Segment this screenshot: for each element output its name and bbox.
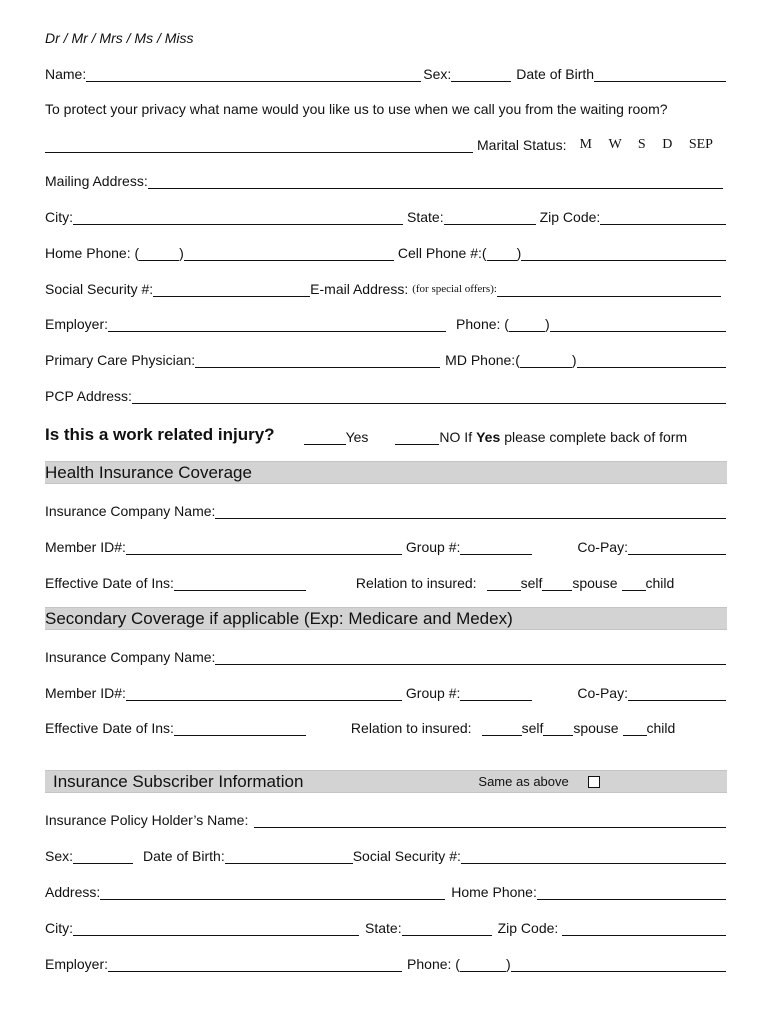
subscriber-heading: Insurance Subscriber Information: [53, 771, 304, 791]
subscriber-dob-field[interactable]: [225, 848, 353, 864]
subscriber-zip-label: Zip Code:: [497, 920, 559, 936]
employer-phone-area-field[interactable]: [509, 316, 545, 332]
secondary-effective-label: Effective Date of Ins:: [45, 720, 174, 736]
subscriber-employer-row: [45, 952, 727, 972]
primary-company-label: Insurance Company Name:: [45, 503, 216, 519]
secondary-effective-field[interactable]: [174, 720, 306, 736]
ssn-label: Social Security #:: [45, 281, 154, 297]
health-insurance-heading: Health Insurance Coverage: [45, 462, 252, 482]
marital-option-s[interactable]: S: [637, 137, 646, 152]
subscriber-sex-label: Sex:: [45, 848, 74, 864]
name-field[interactable]: [86, 66, 421, 82]
preferred-name-field[interactable]: [45, 137, 473, 153]
subscriber-state-field[interactable]: [402, 920, 492, 936]
pcp-address-field[interactable]: [132, 388, 726, 404]
subscriber-phone-field[interactable]: [511, 956, 726, 972]
subscriber-home-phone-field[interactable]: [537, 884, 726, 900]
work-injury-yes-bold: Yes: [476, 429, 501, 445]
marital-option-d[interactable]: D: [662, 137, 673, 152]
state-field[interactable]: [444, 209, 536, 225]
secondary-company-label: Insurance Company Name:: [45, 649, 216, 665]
pcp-address-row: [45, 384, 727, 404]
mailing-field[interactable]: [148, 173, 723, 189]
primary-effective-label: Effective Date of Ins:: [45, 575, 174, 591]
primary-copay-label: Co-Pay:: [577, 539, 628, 555]
subscriber-heading-band: [45, 770, 727, 793]
same-as-above-checkbox[interactable]: [588, 776, 600, 788]
phone-row: [45, 241, 727, 261]
employer-label: Employer:: [45, 316, 109, 332]
work-injury-question: Is this a work related injury?: [45, 425, 275, 444]
cell-phone-area-field[interactable]: [487, 245, 517, 261]
subscriber-employer-field[interactable]: [108, 956, 402, 972]
subscriber-phone-area-field[interactable]: [460, 956, 506, 972]
primary-member-field[interactable]: [126, 539, 402, 555]
secondary-child-field[interactable]: [623, 720, 647, 736]
subscriber-home-phone-label: Home Phone:: [451, 884, 537, 900]
employer-phone-label: Phone: (: [456, 316, 509, 332]
marital-option-m[interactable]: M: [579, 137, 592, 152]
city-field[interactable]: [73, 209, 403, 225]
subscriber-ssn-field[interactable]: [461, 848, 726, 864]
home-phone-close: ): [179, 245, 184, 261]
primary-child-label: child: [645, 575, 675, 591]
ssn-field[interactable]: [153, 281, 310, 297]
work-injury-note: please complete back of form: [504, 429, 688, 445]
secondary-company-field[interactable]: [215, 649, 726, 665]
secondary-group-field[interactable]: [460, 685, 532, 701]
state-label: State:: [407, 209, 444, 225]
subscriber-phone-close: ): [505, 956, 511, 972]
employer-phone-field[interactable]: [550, 316, 726, 332]
secondary-member-row: [45, 681, 727, 701]
home-phone-label: Home Phone: (: [45, 245, 140, 261]
home-phone-field[interactable]: [184, 245, 394, 261]
primary-member-label: Member ID#:: [45, 539, 126, 555]
primary-effective-field[interactable]: [174, 575, 306, 591]
subscriber-employer-label: Employer:: [45, 956, 109, 972]
marital-label: Marital Status:: [477, 137, 567, 153]
secondary-spouse-label: spouse: [573, 720, 619, 736]
primary-group-label: Group #:: [405, 539, 461, 555]
primary-copay-field[interactable]: [628, 539, 726, 555]
subscriber-address-field[interactable]: [100, 884, 445, 900]
sex-label: Sex:: [423, 66, 452, 82]
pcp-label: Primary Care Physician:: [45, 352, 196, 368]
secondary-group-label: Group #:: [405, 685, 461, 701]
primary-spouse-label: spouse: [572, 575, 618, 591]
pcp-address-label: PCP Address:: [45, 388, 132, 404]
zip-label: Zip Code:: [539, 209, 601, 225]
primary-company-field[interactable]: [215, 503, 726, 519]
secondary-spouse-field[interactable]: [543, 720, 573, 736]
work-injury-no-field[interactable]: [395, 429, 439, 445]
dob-field[interactable]: [594, 66, 726, 82]
primary-effective-row: [45, 571, 727, 591]
email-field[interactable]: [497, 281, 721, 297]
subscriber-city-row: [45, 916, 727, 936]
work-injury-yes-label: Yes: [345, 429, 369, 445]
primary-self-label: self: [520, 575, 543, 591]
secondary-copay-field[interactable]: [628, 685, 726, 701]
pcp-row: [45, 348, 727, 368]
sex-field[interactable]: [451, 66, 511, 82]
pcp-field[interactable]: [195, 352, 440, 368]
title-options-row: [45, 26, 727, 46]
subscriber-city-label: City:: [45, 920, 73, 936]
city-row: [45, 205, 727, 225]
subscriber-state-label: State:: [365, 920, 402, 936]
email-label: E-mail Address:: [310, 281, 409, 297]
holder-field[interactable]: [254, 812, 726, 828]
work-injury-yes-field[interactable]: [304, 429, 346, 445]
cell-phone-field[interactable]: [521, 245, 726, 261]
name-row: [45, 62, 727, 82]
holder-label: Insurance Policy Holder’s Name:: [45, 812, 249, 828]
marital-option-w[interactable]: W: [608, 137, 622, 152]
home-phone-area-field[interactable]: [139, 245, 179, 261]
secondary-member-label: Member ID#:: [45, 685, 126, 701]
title-options: Dr / Mr / Mrs / Ms / Miss: [45, 30, 194, 46]
primary-child-field[interactable]: [622, 575, 646, 591]
city-label: City:: [45, 209, 73, 225]
marital-option-sep[interactable]: SEP: [688, 137, 713, 152]
employer-field[interactable]: [108, 316, 446, 332]
holder-row: [45, 808, 727, 828]
primary-relation-label: Relation to insured:: [355, 575, 477, 591]
work-injury-row: [45, 423, 727, 445]
employer-row: [45, 312, 727, 332]
work-injury-no-label: NO If: [439, 429, 473, 445]
md-phone-close: ): [571, 352, 577, 368]
primary-member-row: [45, 535, 727, 555]
subscriber-city-field[interactable]: [73, 920, 359, 936]
secondary-copay-label: Co-Pay:: [577, 685, 628, 701]
primary-group-field[interactable]: [460, 539, 532, 555]
primary-company-row: [45, 499, 727, 519]
mailing-row: [45, 169, 727, 189]
patient-registration-form: [45, 0, 727, 1024]
preferred-name-row: [45, 133, 727, 153]
zip-field[interactable]: [600, 209, 726, 225]
subscriber-dob-label: Date of Birth:: [143, 848, 225, 864]
secondary-relation-label: Relation to insured:: [350, 720, 472, 736]
dob-label: Date of Birth: [516, 66, 595, 82]
privacy-question: To protect your privacy what name would you like us to use when we call you from the waiting room?: [45, 101, 668, 117]
primary-spouse-field[interactable]: [542, 575, 572, 591]
md-phone-label: MD Phone:(: [445, 352, 520, 368]
email-note: (for special offers):: [412, 283, 497, 295]
secondary-self-field[interactable]: [482, 720, 522, 736]
secondary-coverage-heading: Secondary Coverage if applicable (Exp: Medicare and Medex): [45, 608, 513, 628]
subscriber-address-label: Address:: [45, 884, 101, 900]
employer-phone-close: ): [544, 316, 550, 332]
subscriber-zip-field[interactable]: [562, 920, 726, 936]
marital-options[interactable]: [566, 137, 712, 153]
subscriber-phone-label: Phone: (: [407, 956, 460, 972]
subscriber-sex-field[interactable]: [73, 848, 133, 864]
secondary-member-field[interactable]: [126, 685, 402, 701]
md-phone-area-field[interactable]: [520, 352, 572, 368]
subscriber-sex-row: [45, 844, 727, 864]
secondary-self-label: self: [521, 720, 544, 736]
primary-self-field[interactable]: [487, 575, 521, 591]
mailing-label: Mailing Address:: [45, 173, 148, 189]
secondary-child-label: child: [646, 720, 676, 736]
subscriber-address-row: [45, 880, 727, 900]
secondary-effective-row: [45, 716, 727, 736]
ssn-email-row: [45, 277, 727, 297]
subscriber-ssn-label: Social Security #:: [352, 848, 461, 864]
secondary-coverage-heading-band: [45, 607, 727, 630]
secondary-company-row: [45, 645, 727, 665]
cell-phone-label: Cell Phone #:(: [397, 245, 487, 261]
name-label: Name:: [45, 66, 87, 82]
md-phone-field[interactable]: [577, 352, 726, 368]
cell-phone-close: ): [516, 245, 522, 261]
health-insurance-heading-band: [45, 461, 727, 484]
same-as-above-label: Same as above: [478, 774, 569, 789]
privacy-question-row: [45, 97, 727, 117]
